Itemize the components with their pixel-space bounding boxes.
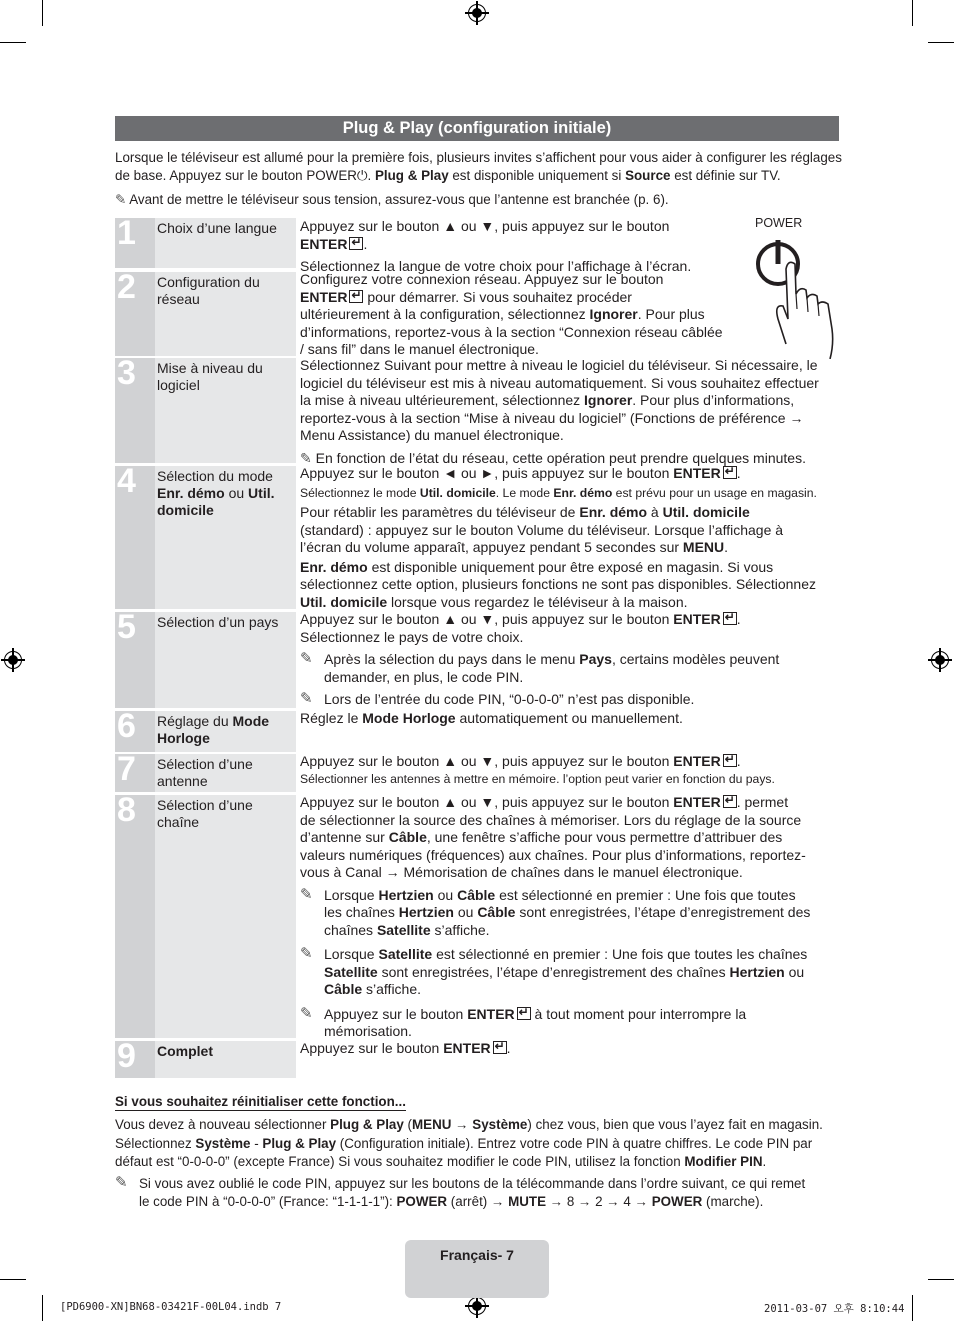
step-number: 3 <box>115 358 155 463</box>
power-label: POWER <box>755 216 803 230</box>
step-label: Sélection d’une antenne <box>155 754 296 792</box>
crop-mark <box>0 42 26 43</box>
reset-heading: Si vous souhaitez réinitialiser cette fonction... <box>115 1094 406 1109</box>
registration-mark-icon <box>468 4 486 22</box>
enter-icon <box>723 795 737 808</box>
step-text: Appuyez sur le bouton ▲ ou ▼, puis appuyez sur le bouton ENTER↵ . Sélectionnez la langue de votre choix pour l’affichage à l’écran. <box>300 218 730 276</box>
crop-mark <box>912 0 913 26</box>
enter-icon <box>517 1007 531 1020</box>
step-number: 1 <box>115 218 155 268</box>
registration-mark-icon <box>931 651 949 669</box>
reset-paragraph: Vous devez à nouveau sélectionner Plug & Play (MENU → Système) chez vous, bien que vous l’ayez fait en magasin. Sélectionnez Système - Plug & Play (Configuration initiale). Entrez votre code PIN à quatre chiffres. Le code PIN par défaut est “0-0-0-0” (excepte France) Si vous souhaitez modifier le code PIN, utilisez la fonction Modifier PIN. ✎ Si vous avez oublié le code PIN, appuyez sur les boutons de la télécommande dans l’ordre suivant, ce qui remet le code PIN à “0-0-0-0” (France: “1-1-1-1”): POWER (arrêt) → MUTE → 8 → 2 → 4 → POWER (marche). <box>115 1117 823 1209</box>
step-text: Sélectionnez Suivant pour mettre à niveau le logiciel du téléviseur. Si nécessaire, le logiciel du téléviseur est mis à niveau automatiquement. Si vous souhaitez effectuer la mise à niveau ultérieurement, sélectionnez Ignorer. Pour plus d’informations, reportez-vous à la section “Mise à niveau du logiciel” (Fonctions de préférence → Menu Assistance) du manuel électronique. ✎ En fonction de l’état du réseau, cette opération peut prendre quelques minutes. <box>300 357 819 466</box>
page-number: Français- 7 <box>405 1240 549 1298</box>
step-text: Appuyez sur le bouton ENTER↵ . <box>300 1040 840 1058</box>
step-text: Appuyez sur le bouton ▲ ou ▼, puis appuyez sur le bouton ENTER↵ . Sélectionnez le pays de votre choix. ✎ Après la sélection du pays dans le menu Pays, certains modèles peuvent demander, en plus, le code PIN. ✎ Lors de l’entrée du code PIN, “0-0-0-0” n’est pas disponible. <box>300 611 840 709</box>
power-button-figure <box>748 216 843 346</box>
pencil-note-icon: ✎ <box>300 1004 313 1022</box>
step-number: 8 <box>115 795 155 1038</box>
step-label: Mise à niveau du logiciel <box>155 358 296 463</box>
step-number: 2 <box>115 272 155 356</box>
step-label: Choix d’une langue <box>155 218 296 268</box>
step-label: Réglage du Mode Horloge <box>155 711 296 752</box>
step-text: Appuyez sur le bouton ▲ ou ▼, puis appuyez sur le bouton ENTER↵ . permet de sélectionner la source des chaînes à mémoriser. Lors du réglage de la source d’antenne sur Câble, une fenêtre s’affiche pour vous permettre d’attribuer des valeurs numériques (fréquences) aux chaînes. Pour plus d’informations, reportez- vous à Canal → Mémorisation de chaînes dans le manuel électronique. ✎ Lorsque Hertzien ou Câble est sélectionné en premier : Une fois que toutes les chaînes Hertzien ou Câble sont enregistrées, l’étape d’enregistrement des chaînes Satellite s’affiche. ✎ Lorsque Satellite est sélectionné en premier : Une fois que toutes les chaînes Satellite sont enregistrées, l’étape d’enregistrement des chaînes Hertzien ou Câble s’affiche. ✎ Appuyez sur le bouton ENTER↵ à tout moment pour interrompre la mémorisation. <box>300 794 840 1041</box>
crop-mark <box>928 42 954 43</box>
section-title: Plug & Play (configuration initiale) <box>115 116 839 141</box>
pencil-note-icon: ✎ <box>300 650 313 667</box>
enter-icon <box>493 1041 507 1054</box>
step-label: Sélection d’une chaîne <box>155 795 296 1038</box>
pencil-note-icon: ✎ <box>300 885 313 903</box>
step-number: 4 <box>115 466 155 609</box>
registration-mark-icon <box>468 1297 486 1315</box>
enter-icon <box>723 466 737 479</box>
registration-mark-icon <box>4 651 22 669</box>
enter-icon <box>723 754 737 767</box>
step-text: Réglez le Mode Horloge automatiquement ou manuellement. <box>300 710 683 726</box>
intro-line-2: de base. Appuyez sur le bouton POWER⏻. Plug & Play est disponible uniquement si Source est définie sur TV. <box>115 167 781 183</box>
print-slug-right: 2011-03-07 오후 8:10:44 <box>764 1303 905 1315</box>
pencil-note-icon: ✎ <box>300 690 313 707</box>
hand-pressing-power-icon <box>748 234 843 359</box>
step-number: 6 <box>115 711 155 752</box>
pencil-note-icon: ✎ <box>300 945 313 962</box>
step-label: Sélection du mode Enr. démo ou Util. domicile <box>155 466 296 609</box>
intro-note: ✎ Avant de mettre le téléviseur sous tension, assurez-vous que l’antenne est branchée (p. 6). <box>115 192 669 207</box>
pencil-note-icon: ✎ <box>300 449 312 466</box>
pencil-note-icon: ✎ <box>115 1173 128 1191</box>
enter-icon <box>349 237 363 250</box>
print-slug-left: [PD6900-XN]BN68-03421F-00L04.indb 7 <box>60 1301 282 1313</box>
crop-mark <box>42 0 43 26</box>
enter-icon <box>349 290 363 303</box>
crop-mark <box>928 1279 954 1280</box>
crop-mark <box>42 1295 43 1321</box>
power-icon: ⏻ <box>356 167 368 183</box>
step-text: Configurez votre connexion réseau. Appuyez sur le bouton ENTER↵ pour démarrer. Si vous souhaitez procéder ultérieurement à la configuration, sélectionnez Ignorer. Pour plus d’informations, reportez-vous à la section “Connexion réseau câblée / sans fil” dans le manuel électronique. <box>300 271 745 359</box>
enter-icon <box>723 612 737 625</box>
step-text: Appuyez sur le bouton ▲ ou ▼, puis appuyez sur le bouton ENTER↵ . Sélectionner les antennes à mettre en mémoire. l’option peut varier en fonction du pays. <box>300 753 840 788</box>
step-number: 5 <box>115 612 155 708</box>
step-label: Configuration du réseau <box>155 272 296 356</box>
step-label: Sélection d’un pays <box>155 612 296 708</box>
crop-mark <box>912 1295 913 1321</box>
pencil-note-icon: ✎ <box>115 192 127 207</box>
step-label: Complet <box>155 1041 296 1078</box>
intro-paragraph <box>115 149 845 184</box>
step-number: 9 <box>115 1041 155 1078</box>
intro-line-1: Lorsque le téléviseur est allumé pour la première fois, plusieurs invites s’affichent pour vous aider à configurer les réglages <box>115 150 842 165</box>
crop-mark <box>0 1279 26 1280</box>
step-text: Appuyez sur le bouton ◄ ou ►, puis appuyez sur le bouton ENTER↵ . Sélectionnez le mode Util. domicile. Le mode Enr. démo est prévu pour un usage en magasin. Pour rétablir les paramètres du téléviseur de Enr. démo à Util. domicile (standard) : appuyez sur le bouton Volume du téléviseur. Lorsque l’affichage à l’écran du volume apparaît, appuyez pendant 5 secondes sur MENU. Enr. démo est disponible uniquement pour être exposé en magasin. Si vous sélectionnez cette option, plusieurs fonctions ne sont pas disponibles. Sélectionnez Util. domicile lorsque vous regardez le téléviseur à la maison. <box>300 465 840 611</box>
step-number: 7 <box>115 754 155 792</box>
